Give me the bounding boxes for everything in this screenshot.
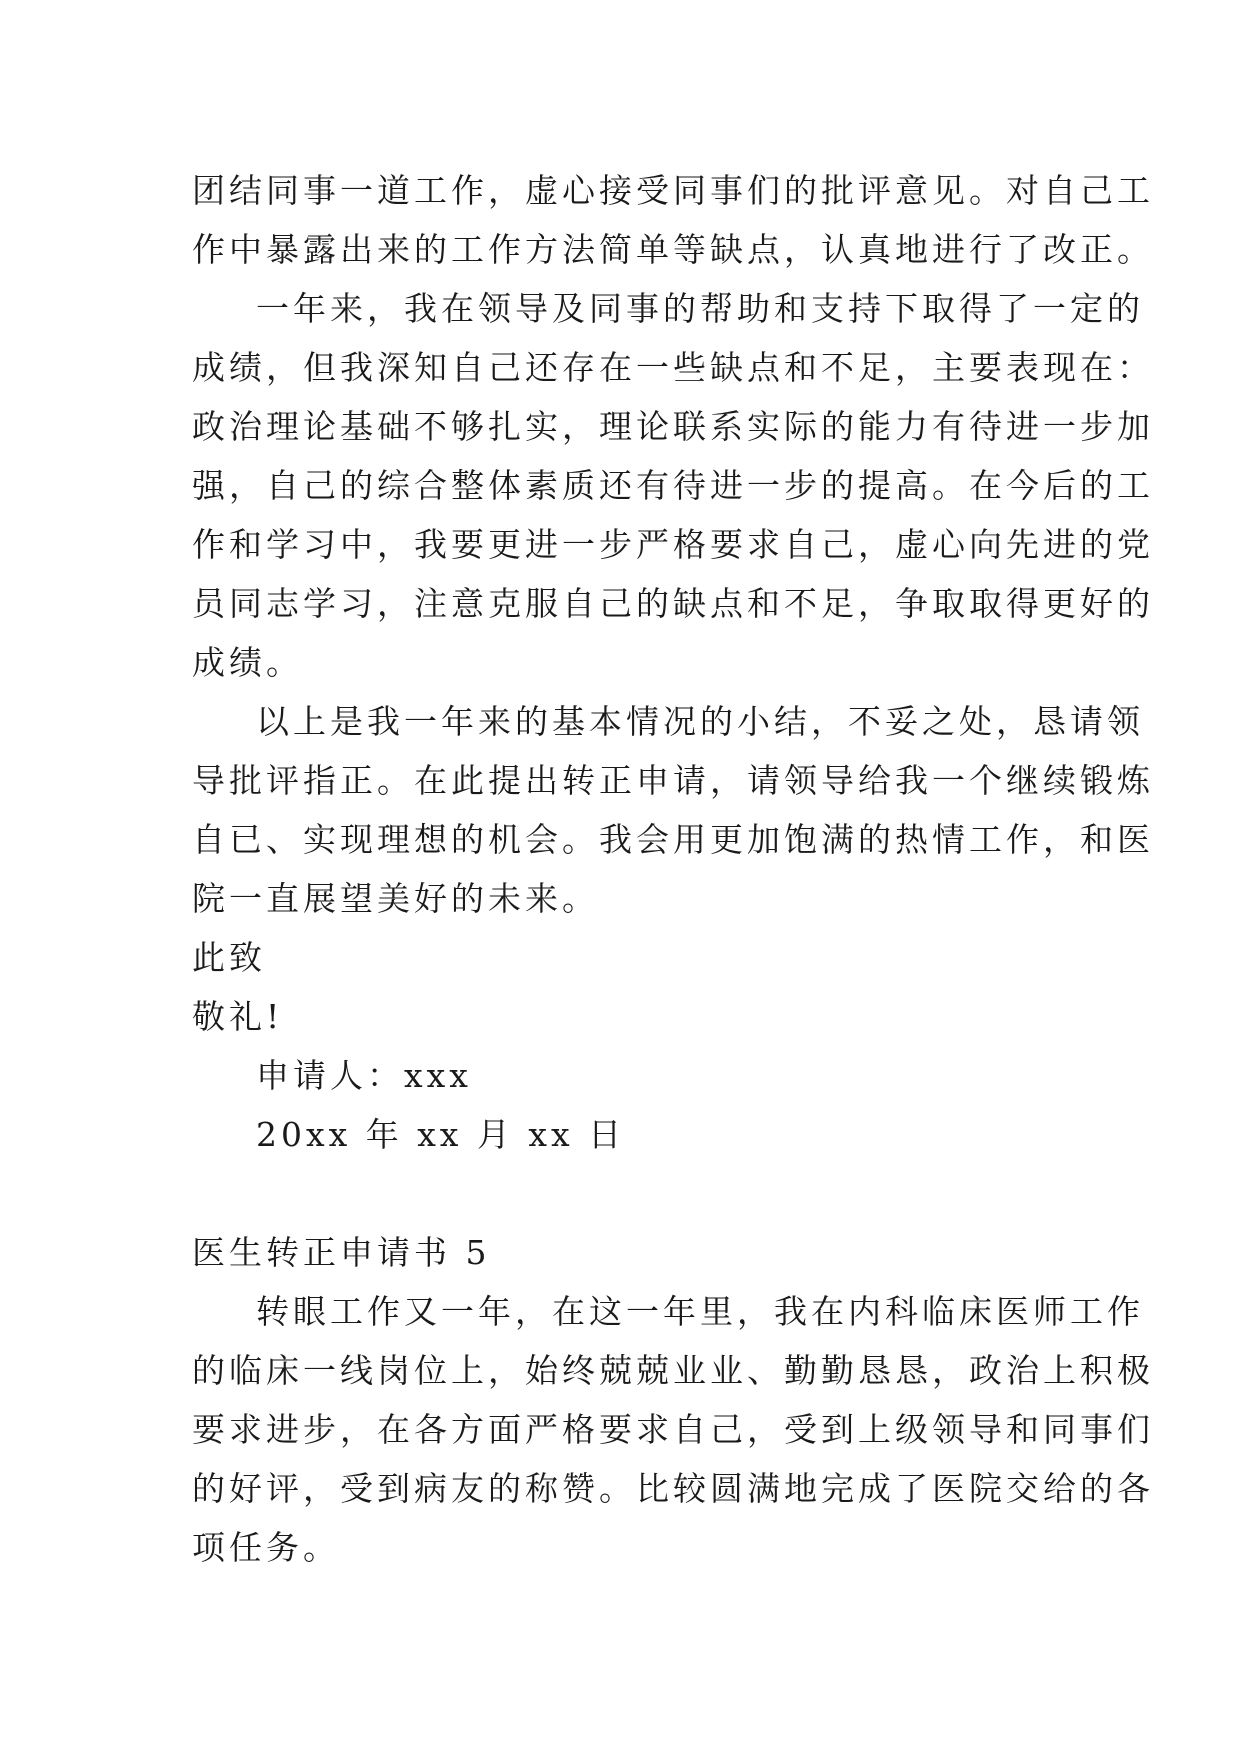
- text-line: 成绩。: [192, 643, 303, 682]
- salutation-line: 敬礼!: [192, 997, 284, 1036]
- text-line: 以上是我一年来的基本情况的小结，不妥之处，恳请领: [256, 702, 1144, 741]
- text-line: 项任务。: [192, 1528, 340, 1567]
- text-line: 院一直展望美好的未来。: [192, 879, 599, 918]
- applicant-line: 申请人：xxx: [256, 1056, 472, 1095]
- section-title: 医生转正申请书 5: [192, 1233, 491, 1272]
- text-line: 导批评指正。在此提出转正申请，请领导给我一个继续锻炼: [192, 761, 1154, 800]
- text-line: 成绩，但我深知自己还存在一些缺点和不足，主要表现在：: [192, 348, 1154, 387]
- text-line: 员同志学习，注意克服自己的缺点和不足，争取取得更好的: [192, 584, 1154, 623]
- closing-line: 此致: [192, 938, 266, 977]
- text-line: 的好评，受到病友的称赞。比较圆满地完成了医院交给的各: [192, 1469, 1154, 1508]
- date-line: 20xx 年 xx 月 xx 日: [256, 1115, 626, 1154]
- text-line: 转眼工作又一年，在这一年里，我在内科临床医师工作: [256, 1292, 1144, 1331]
- text-line: 一年来，我在领导及同事的帮助和支持下取得了一定的: [256, 289, 1144, 328]
- text-line: 作中暴露出来的工作方法简单等缺点，认真地进行了改正。: [192, 230, 1154, 269]
- text-line: 自已、实现理想的机会。我会用更加饱满的热情工作，和医: [192, 820, 1154, 859]
- text-line: 的临床一线岗位上，始终兢兢业业、勤勤恳恳，政治上积极: [192, 1351, 1154, 1390]
- text-line: 要求进步，在各方面严格要求自己，受到上级领导和同事们: [192, 1410, 1154, 1449]
- text-line: 作和学习中，我要更进一步严格要求自己，虚心向先进的党: [192, 525, 1154, 564]
- text-line: 政治理论基础不够扎实，理论联系实际的能力有待进一步加: [192, 407, 1154, 446]
- text-line: 强，自己的综合整体素质还有待进一步的提高。在今后的工: [192, 466, 1154, 505]
- text-line: 团结同事一道工作，虚心接受同事们的批评意见。对自己工: [192, 171, 1154, 210]
